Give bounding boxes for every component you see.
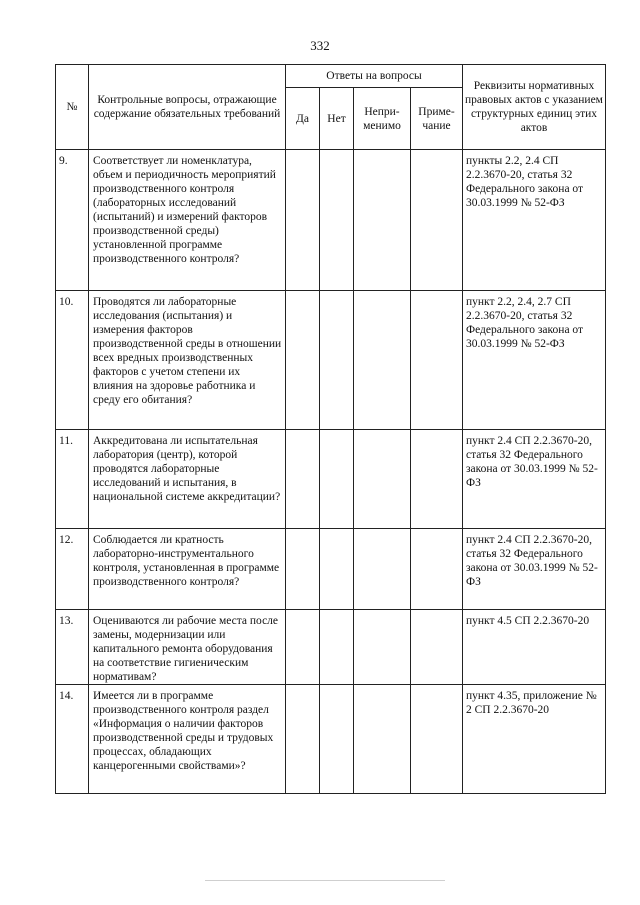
row-reference: пункт 2.4 СП 2.2.3670-20, статья 32 Федерального закона от 30.03.1999 № 52-ФЗ	[463, 529, 606, 610]
answer-na-cell[interactable]	[354, 291, 411, 430]
answer-na-cell[interactable]	[354, 610, 411, 685]
row-question: Оцениваются ли рабочие места после замены, модернизации или капитального ремонта оборудования на соответствие гигиеническим нормативам?	[89, 610, 286, 685]
answer-no-cell[interactable]	[320, 685, 354, 794]
answer-yes-cell[interactable]	[286, 685, 320, 794]
table-row	[56, 685, 606, 794]
row-question: Аккредитована ли испытательная лаборатория (центр), которой проводятся лабораторные исследований и испытания, в национальной системе аккредитации?	[89, 430, 286, 529]
answer-na-cell[interactable]	[354, 150, 411, 291]
header-no: Нет	[320, 88, 354, 150]
answer-yes-cell[interactable]	[286, 150, 320, 291]
answer-no-cell[interactable]	[320, 150, 354, 291]
answer-note-cell[interactable]	[411, 150, 463, 291]
table-row	[56, 610, 606, 685]
header-requisites: Реквизиты нормативных правовых актов с указанием структурных единиц этих актов	[463, 65, 606, 150]
row-reference: пункт 4.35, приложение № 2 СП 2.2.3670-20	[463, 685, 606, 794]
answer-note-cell[interactable]	[411, 529, 463, 610]
row-number: 11.	[56, 430, 89, 529]
answer-no-cell[interactable]	[320, 529, 354, 610]
row-number: 10.	[56, 291, 89, 430]
bottom-divider	[205, 880, 445, 881]
header-answers: Ответы на вопросы	[286, 65, 463, 88]
answer-na-cell[interactable]	[354, 529, 411, 610]
header-question: Контрольные вопросы, отражающие содержание обязательных требований	[89, 65, 286, 150]
row-question: Имеется ли в программе производственного контроля раздел «Информация о наличии факторов производственной среды и трудовых процессах, обладающих канцерогенными свойствами»?	[89, 685, 286, 794]
table-row	[56, 291, 606, 430]
header-num: №	[56, 65, 89, 150]
row-reference: пункты 2.2, 2.4 СП 2.2.3670-20, статья 32 Федерального закона от 30.03.1999 № 52-ФЗ	[463, 150, 606, 291]
header-yes: Да	[286, 88, 320, 150]
answer-no-cell[interactable]	[320, 430, 354, 529]
table-row	[56, 430, 606, 529]
row-number: 14.	[56, 685, 89, 794]
answer-yes-cell[interactable]	[286, 291, 320, 430]
row-question: Проводятся ли лабораторные исследования (испытания) и измерения факторов производственной среды в отношении всех вредных производственных факторов с учетом степени их влияния на здоровье работника и среду его обитания?	[89, 291, 286, 430]
row-number: 12.	[56, 529, 89, 610]
table-row	[56, 150, 606, 291]
header-note: Приме-чание	[411, 88, 463, 150]
row-reference: пункт 4.5 СП 2.2.3670-20	[463, 610, 606, 685]
table-row	[56, 529, 606, 610]
answer-note-cell[interactable]	[411, 291, 463, 430]
row-reference: пункт 2.2, 2.4, 2.7 СП 2.2.3670-20, статья 32 Федерального закона от 30.03.1999 № 52-ФЗ	[463, 291, 606, 430]
row-number: 13.	[56, 610, 89, 685]
answer-no-cell[interactable]	[320, 610, 354, 685]
answer-no-cell[interactable]	[320, 291, 354, 430]
header-na: Непри-менимо	[354, 88, 411, 150]
answer-yes-cell[interactable]	[286, 529, 320, 610]
checklist-table	[55, 64, 606, 794]
answer-note-cell[interactable]	[411, 685, 463, 794]
answer-yes-cell[interactable]	[286, 430, 320, 529]
answer-note-cell[interactable]	[411, 610, 463, 685]
row-question: Соответствует ли номенклатура, объем и периодичность мероприятий производственного контроля (лабораторных исследований (испытаний) и измерений факторов производственной среды) установленной программе производственного контроля?	[89, 150, 286, 291]
row-question: Соблюдается ли кратность лабораторно-инструментального контроля, установленная в программе производственного контроля?	[89, 529, 286, 610]
answer-na-cell[interactable]	[354, 430, 411, 529]
row-number: 9.	[56, 150, 89, 291]
answer-na-cell[interactable]	[354, 685, 411, 794]
header-row	[56, 65, 606, 88]
row-reference: пункт 2.4 СП 2.2.3670-20, статья 32 Федерального закона от 30.03.1999 № 52-ФЗ	[463, 430, 606, 529]
answer-yes-cell[interactable]	[286, 610, 320, 685]
answer-note-cell[interactable]	[411, 430, 463, 529]
page-number: 332	[310, 38, 330, 53]
